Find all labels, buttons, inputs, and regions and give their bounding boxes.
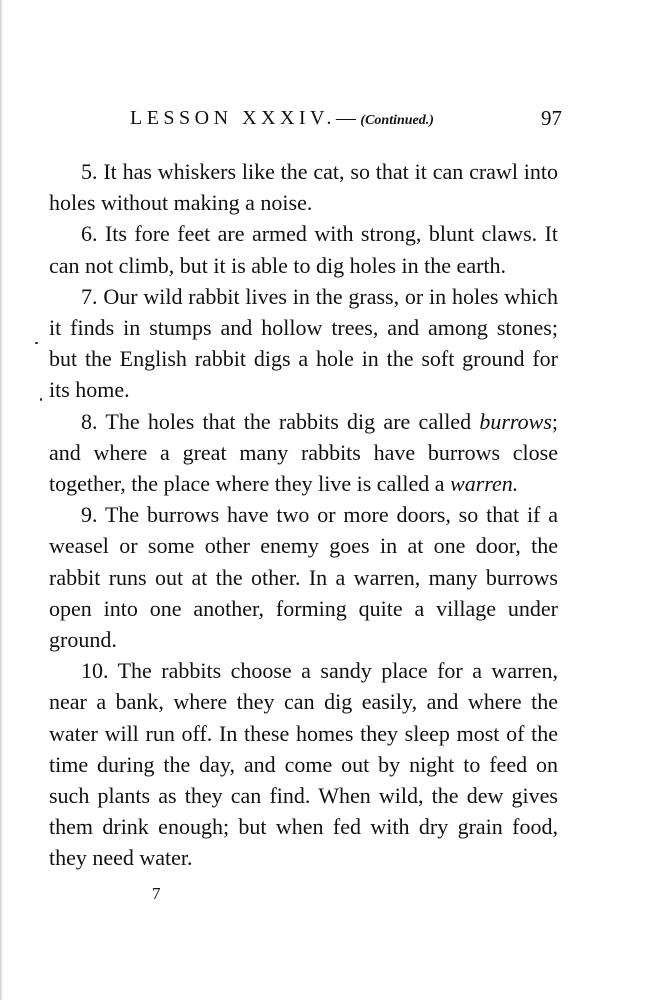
page-number: 97 bbox=[541, 106, 562, 130]
paragraph-number: 5. bbox=[81, 159, 98, 184]
paragraph-number: 6. bbox=[81, 221, 98, 247]
paragraph-number: 8. bbox=[81, 408, 98, 434]
lesson-heading bbox=[130, 105, 434, 134]
signature-mark: 7 bbox=[152, 884, 161, 903]
paragraph-number: 7. bbox=[81, 283, 98, 309]
paragraph bbox=[49, 499, 558, 655]
lesson-text bbox=[49, 156, 558, 874]
paragraph-number: 10. bbox=[81, 658, 109, 684]
page-binding-edge bbox=[0, 0, 3, 1000]
paragraph bbox=[49, 156, 558, 218]
paragraph-text: The holes that the rabbits dig are called bbox=[105, 408, 480, 434]
margin-speck bbox=[35, 342, 38, 344]
italic-term: burrows bbox=[479, 408, 552, 434]
margin-speck bbox=[40, 398, 42, 401]
paragraph-text: The burrows have two or more doors, so that if a weasel or some other enemy goes in at one door, the rabbit runs out at the other. In a warren, many burrows open into one another, forming quite a village under ground. bbox=[49, 502, 558, 653]
continued-label: (Continued.) bbox=[360, 113, 434, 128]
paragraph-text: Its fore feet are armed with strong, blunt claws. It can not climb, but it is able to dig holes in the earth. bbox=[49, 221, 559, 278]
paragraph-text: It has whiskers like the cat, so that it can crawl into holes without making a noise. bbox=[49, 159, 558, 216]
paragraph bbox=[49, 281, 558, 406]
paragraph bbox=[49, 655, 558, 873]
paragraph bbox=[49, 406, 558, 500]
paragraph-number: 9. bbox=[81, 502, 98, 528]
running-head bbox=[130, 105, 562, 131]
paragraph-text: Our wild rabbit lives in the grass, or in holes which it finds in stumps and hollow trees, and among stones; but the English rabbit digs a hole in the soft ground for its home. bbox=[49, 283, 559, 403]
paragraph-text: ; and where a great many rabbits have burrows close together, the place where they live is called a bbox=[49, 408, 559, 497]
paragraph bbox=[49, 218, 558, 280]
italic-term: warren. bbox=[450, 471, 519, 497]
paragraph-text: The rabbits choose a sandy place for a warren, near a bank, where they can dig easily, and where the water will run off. In these homes they sleep most of the time during the day, and come out by night to feed on such plants as they can find. When wild, the dew gives them drink enough; but when fed with dry grain food, they need water. bbox=[49, 658, 558, 871]
lesson-title: LESSON XXXIV. bbox=[130, 107, 336, 129]
heading-dash: — bbox=[335, 107, 361, 129]
